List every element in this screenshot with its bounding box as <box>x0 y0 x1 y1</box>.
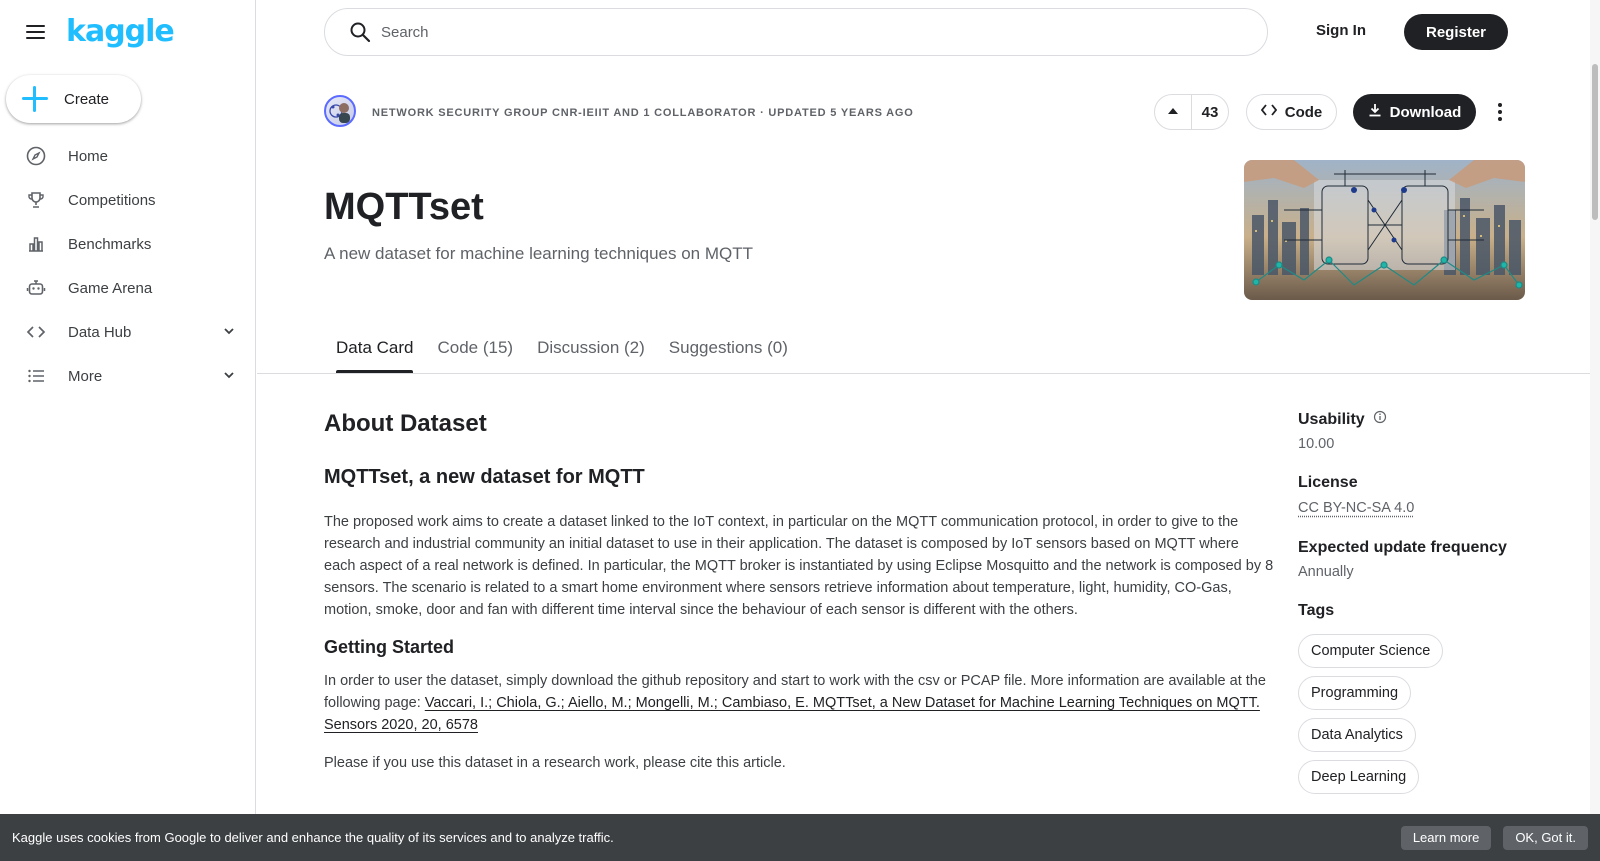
sidebar <box>0 0 256 861</box>
code-label: Code <box>1284 103 1323 121</box>
cookie-text: Kaggle uses cookies from Google to deliver and enhance the quality of its services and to analyze traffic. <box>12 830 614 845</box>
page-scrollbar[interactable] <box>1590 0 1600 861</box>
frequency-label: Expected update frequency <box>1298 539 1507 556</box>
sidebar-nav <box>0 134 256 398</box>
sidebar-item-label: Competitions <box>68 191 156 209</box>
search-placeholder: Search <box>381 23 429 41</box>
tab-bar <box>324 330 800 372</box>
scrollbar-thumb[interactable] <box>1592 64 1598 220</box>
tag-chip[interactable]: Programming <box>1298 676 1411 710</box>
download-label: Download <box>1389 103 1462 121</box>
tag-chip[interactable]: Data Analytics <box>1298 718 1416 752</box>
citation-link[interactable]: Vaccari, I.; Chiola, G.; Aiello, M.; Mongelli, M.; Cambiaso, E. MQTTset, a New Dataset for Machine Learning Techniques on MQTT. Sensors 2020, 20, 6578 <box>324 695 1260 733</box>
owner-line[interactable]: NETWORK SECURITY GROUP CNR-IEIIT AND 1 COLLABORATOR · UPDATED 5 YEARS AGO <box>372 107 914 119</box>
sidebar-item-game-arena[interactable] <box>0 266 256 310</box>
hamburger-menu-icon[interactable] <box>22 20 50 44</box>
code-icon <box>1261 103 1277 121</box>
tag-list <box>1298 634 1548 794</box>
getting-started-text: In order to user the dataset, simply download the github repository and start to work with the csv or PCAP file. More information are available at the following page: <box>324 673 1266 711</box>
download-button[interactable] <box>1353 94 1476 130</box>
tab-code[interactable]: Code (15) <box>437 338 514 357</box>
about-heading: About Dataset <box>324 410 487 437</box>
dataset-cover-image <box>1244 160 1525 300</box>
plus-icon <box>22 86 48 112</box>
intro-paragraph: The proposed work aims to create a dataset linked to the IoT context, in particular on the MQTT communication protocol, in order to give to the research and industrial community an initial dataset to use in their application. The dataset is composed by IoT sensors based on MQTT where each aspect of a real network is defined. In particular, the MQTT broker is instantiated by using Eclipse Mosquitto and the network is composed by 8 sensors. The scenario is related to a smart home environment where sensors retrieve information about temperature, light, humidity, CO-Gas, motion, smoke, door and fan with different time interval since the behaviour of each sensor is different with the others. <box>324 514 1274 618</box>
code-button[interactable] <box>1246 94 1337 130</box>
owner-avatar[interactable] <box>324 95 356 127</box>
vote-count: 43 <box>1201 103 1219 121</box>
frequency-value: Annually <box>1298 564 1354 580</box>
chevron-down-icon[interactable] <box>222 368 236 387</box>
tab-discussion[interactable]: Discussion (2) <box>537 338 645 357</box>
tag-chip[interactable]: Deep Learning <box>1298 760 1419 794</box>
tag-chip[interactable]: Computer Science <box>1298 634 1443 668</box>
metadata-panel <box>1298 410 1548 816</box>
vote-widget <box>1154 94 1229 130</box>
chevron-down-icon[interactable] <box>222 324 236 343</box>
sidebar-item-benchmarks[interactable] <box>0 222 256 266</box>
search-icon <box>349 21 371 43</box>
sidebar-item-label: Benchmarks <box>68 235 152 253</box>
compass-icon <box>24 144 48 168</box>
robot-icon <box>24 276 48 300</box>
bar-chart-icon <box>24 232 48 256</box>
trophy-icon <box>24 188 48 212</box>
page-title: MQTTset <box>324 186 484 228</box>
sidebar-item-competitions[interactable] <box>0 178 256 222</box>
getting-started-paragraph <box>324 670 1274 736</box>
sidebar-item-label: Game Arena <box>68 279 153 297</box>
cookie-banner <box>0 814 1600 861</box>
usability-value: 10.00 <box>1298 436 1335 452</box>
ok-got-it-button[interactable]: OK, Got it. <box>1503 826 1588 850</box>
code-icon <box>24 320 48 344</box>
sidebar-item-data-hub[interactable] <box>0 310 256 354</box>
data-card-content <box>324 410 1274 790</box>
license-label: License <box>1298 474 1358 491</box>
tags-block <box>1298 602 1548 794</box>
learn-more-button[interactable]: Learn more <box>1401 826 1491 850</box>
search-input[interactable] <box>324 8 1268 56</box>
sidebar-item-label: Data Hub <box>68 323 132 341</box>
sign-in-button[interactable]: Sign In <box>1316 22 1366 39</box>
tab-suggestions[interactable]: Suggestions (0) <box>668 338 788 357</box>
tab-data-card[interactable]: Data Card <box>324 330 425 372</box>
license-link[interactable]: CC BY-NC-SA 4.0 <box>1298 500 1415 516</box>
page-subtitle: A new dataset for machine learning techniques on MQTT <box>324 244 754 263</box>
create-label: Create <box>64 90 110 108</box>
usability-block <box>1298 410 1548 452</box>
list-icon <box>24 364 48 388</box>
getting-started-heading: Getting Started <box>324 637 455 657</box>
frequency-block <box>1298 539 1548 580</box>
more-options-icon[interactable] <box>1490 98 1510 126</box>
cite-paragraph: Please if you use this dataset in a research work, please cite this article. <box>324 755 786 771</box>
tabs-divider <box>257 373 1590 374</box>
info-icon[interactable] <box>1373 410 1387 429</box>
register-button[interactable]: Register <box>1404 14 1508 50</box>
caret-up-icon <box>1167 103 1179 121</box>
sidebar-item-home[interactable] <box>0 134 256 178</box>
upvote-button[interactable] <box>1155 95 1192 129</box>
usability-label: Usability <box>1298 410 1365 428</box>
sidebar-item-label: More <box>68 367 103 385</box>
create-button[interactable] <box>6 75 141 123</box>
sidebar-item-label: Home <box>68 147 109 165</box>
section-heading: MQTTset, a new dataset for MQTT <box>324 466 645 488</box>
license-block <box>1298 474 1548 517</box>
kaggle-logo[interactable]: kaggle <box>66 14 174 49</box>
download-icon <box>1368 103 1382 121</box>
sidebar-item-more[interactable] <box>0 354 256 398</box>
tags-label: Tags <box>1298 602 1335 619</box>
